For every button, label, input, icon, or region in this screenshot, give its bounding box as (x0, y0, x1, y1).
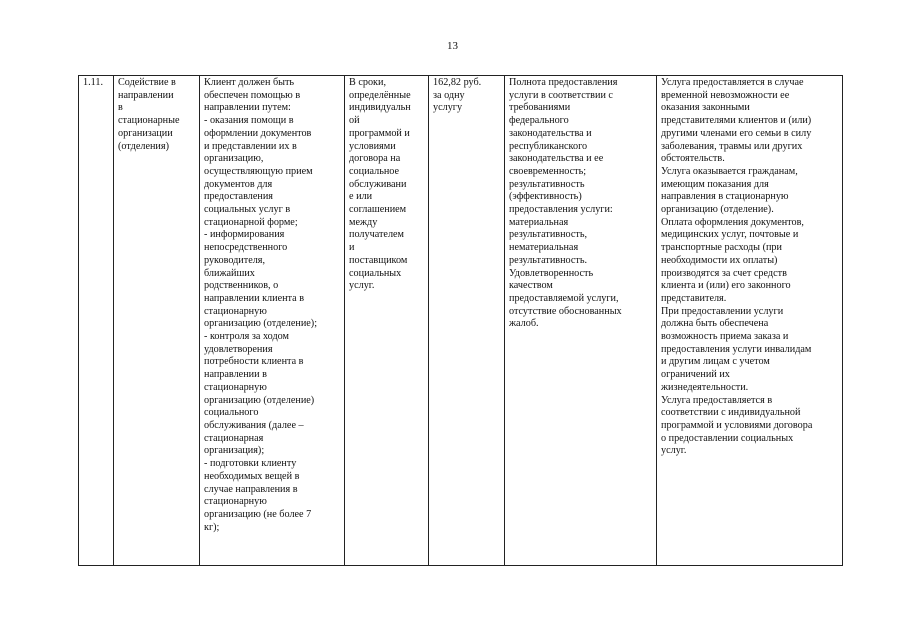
page-number: 13 (447, 40, 458, 52)
service-table (78, 75, 843, 566)
description-cell (200, 76, 345, 566)
service-description: Клиент должен быть обеспечен помощью в направлении путем: - оказания помощи в оформлении документов и представлении их в организацию, осуществляющую прием документов для предоставления социальных услуг в стационарной форме; - информирования непосредственного руководителя, ближайших родственников, о направлении клиента в стационарную организацию (отделение); - контроля за ходом удовлетворения потребности клиента в направлении в стационарную организацию (отделение) социального обслуживания (далее – стационарная организация); - подготовки клиенту необходимых вещей в случае направления в стационарную организацию (не более 7 кг); (204, 77, 318, 533)
quality-indicators: Полнота предоставления услуги в соответствии с требованиями федерального законодательства и республиканского законодательства и ее своевременность; результативность (эффективность) предоставления услуги: материальная результативность, нематериальная результативность. Удовлетворенность качеством предоставляемой услуги, отсутствие обоснованных жалоб. (509, 77, 622, 330)
table-row (79, 76, 843, 566)
cost-cell (429, 76, 505, 566)
terms-cell (345, 76, 429, 566)
service-name: Содействие в направлении в стационарные организации (отделения) (118, 77, 180, 152)
quality-cell (505, 76, 657, 566)
service-terms: В сроки, определённые индивидуальн ой программой и условиями договора на социальное обслуживани е или соглашением между получателем и поставщиком социальных услуг. (349, 77, 411, 292)
row-number: 1.11. (83, 77, 103, 88)
service-name-cell (114, 76, 200, 566)
conditions-cell (657, 76, 843, 566)
service-conditions: Услуга предоставляется в случае временной невозможности ее оказания законными представителями клиентов и (или) другими членами его семьи в силу заболевания, травмы или других обстоятельств. Услуга оказывается гражданам, имеющим показания для направления в стационарную организацию (отделение). Оплата оформления документов, медицинских услуг, почтовые и транспортные расходы (при необходимости их оплаты) производятся за счет средств клиента и (или) его законного представителя. При предоставлении услуги должна быть обеспечена возможность приема заказа и предоставления услуги инвалидам и другим лицам с учетом ограничений их жизнедеятельности. Услуга предоставляется в соответствии с индивидуальной программой и условиями договора о предоставлении социальных услуг. (661, 77, 813, 457)
row-number-cell (79, 76, 114, 566)
service-cost: 162,82 руб. за одну услугу (433, 77, 482, 114)
